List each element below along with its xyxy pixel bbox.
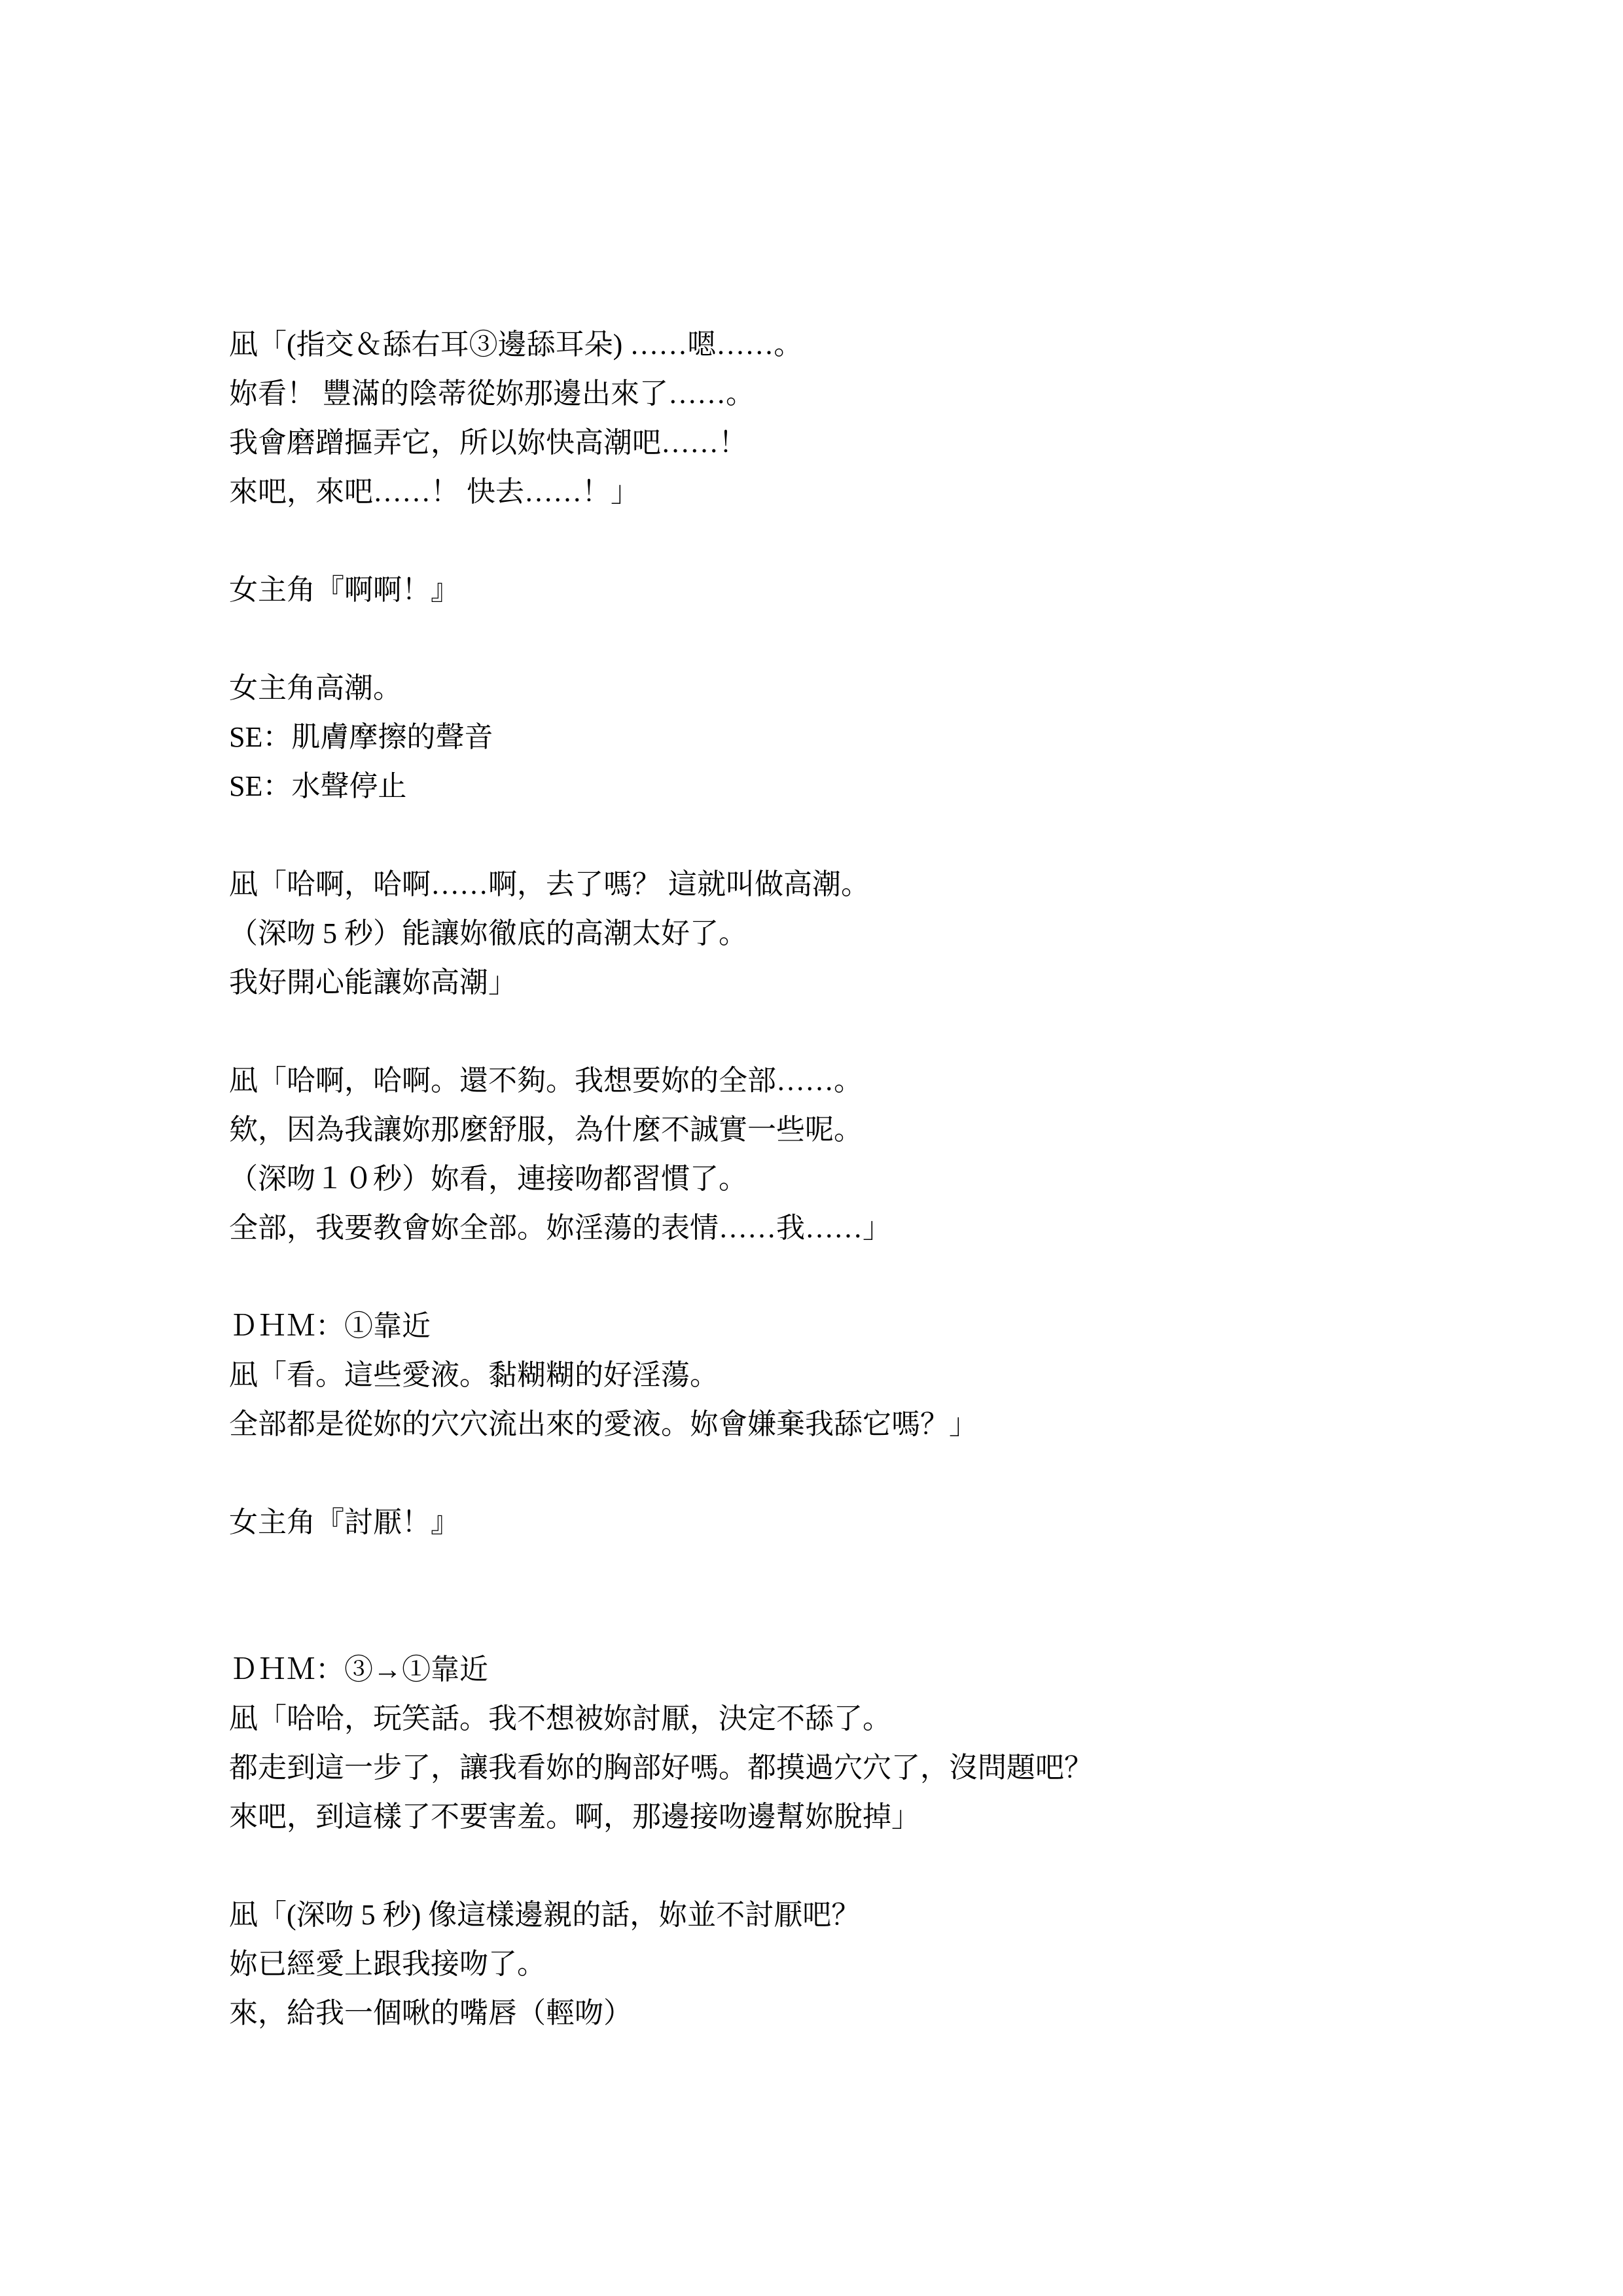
script-line: 欸，因為我讓妳那麼舒服，為什麼不誠實一些呢。 (229, 1114, 863, 1146)
script-line: 來吧，來吧……！ 快去……！」 (229, 476, 639, 508)
script-line (229, 1449, 1505, 1498)
script-line: 女主角高潮。 (229, 672, 402, 704)
script-line: （深吻１０秒）妳看，連接吻都習慣了。 (229, 1163, 747, 1195)
script-line: 全部都是從妳的穴穴流出來的愛液。妳會嫌棄我舔它嗎？」 (229, 1408, 978, 1440)
script-line: 我會磨蹭摳弄它，所以妳快高潮吧……！ (229, 427, 747, 459)
script-line (229, 811, 1505, 860)
script-line: 女主角『討厭！』 (229, 1506, 459, 1538)
script-line (229, 516, 1505, 565)
script-line: 來，給我一個啾的嘴唇（輕吻） (229, 1997, 632, 2029)
script-line: 全部，我要教會妳全部。妳淫蕩的表情……我……」 (229, 1212, 891, 1244)
script-line (229, 614, 1505, 663)
script-line: 凪「哈哈，玩笑話。我不想被妳討厭，決定不舔了。 (229, 1703, 891, 1735)
script-line (229, 1841, 1505, 1890)
script-line (229, 1252, 1505, 1301)
script-line (229, 1547, 1505, 1596)
script-line: 凪「(深吻 5 秒) 像這樣邊親的話，妳並不討厭吧？ (229, 1899, 861, 1931)
script-line: 凪「(指交＆舔右耳③邊舔耳朵) ……嗯……。 (229, 328, 803, 361)
script-line (229, 1007, 1505, 1056)
script-line: 凪「看。這些愛液。黏糊糊的好淫蕩。 (229, 1359, 719, 1391)
script-line: 凪「哈啊，哈啊……啊，去了嗎？ 這就叫做高潮。 (229, 868, 870, 900)
script-line: ＤＨＭ：①靠近 (229, 1310, 431, 1342)
script-line: ＤＨＭ：③→①靠近 (229, 1653, 488, 1686)
script-line: 凪「哈啊，哈啊。還不夠。我想要妳的全部……。 (229, 1065, 863, 1097)
script-line: 妳已經愛上跟我接吻了。 (229, 1948, 546, 1980)
script-line: 我好開心能讓妳高潮」 (229, 966, 517, 998)
script-line (229, 1596, 1505, 1645)
script-line: 都走到這一步了，讓我看妳的胸部好嗎。都摸過穴穴了，沒問題吧？ (229, 1752, 1093, 1784)
script-text-block (229, 320, 1505, 2038)
script-line: （深吻 5 秒）能讓妳徹底的高潮太好了。 (229, 917, 747, 949)
script-line: 女主角『啊啊！』 (229, 574, 459, 606)
script-line: 來吧，到這樣了不要害羞。啊，那邊接吻邊幫妳脫掉」 (229, 1801, 920, 1833)
script-line: SE：水聲停止 (229, 770, 407, 802)
script-line: 妳看！ 豐滿的陰蒂從妳那邊出來了……。 (229, 378, 755, 410)
script-line: SE：肌膚摩擦的聲音 (229, 721, 493, 753)
